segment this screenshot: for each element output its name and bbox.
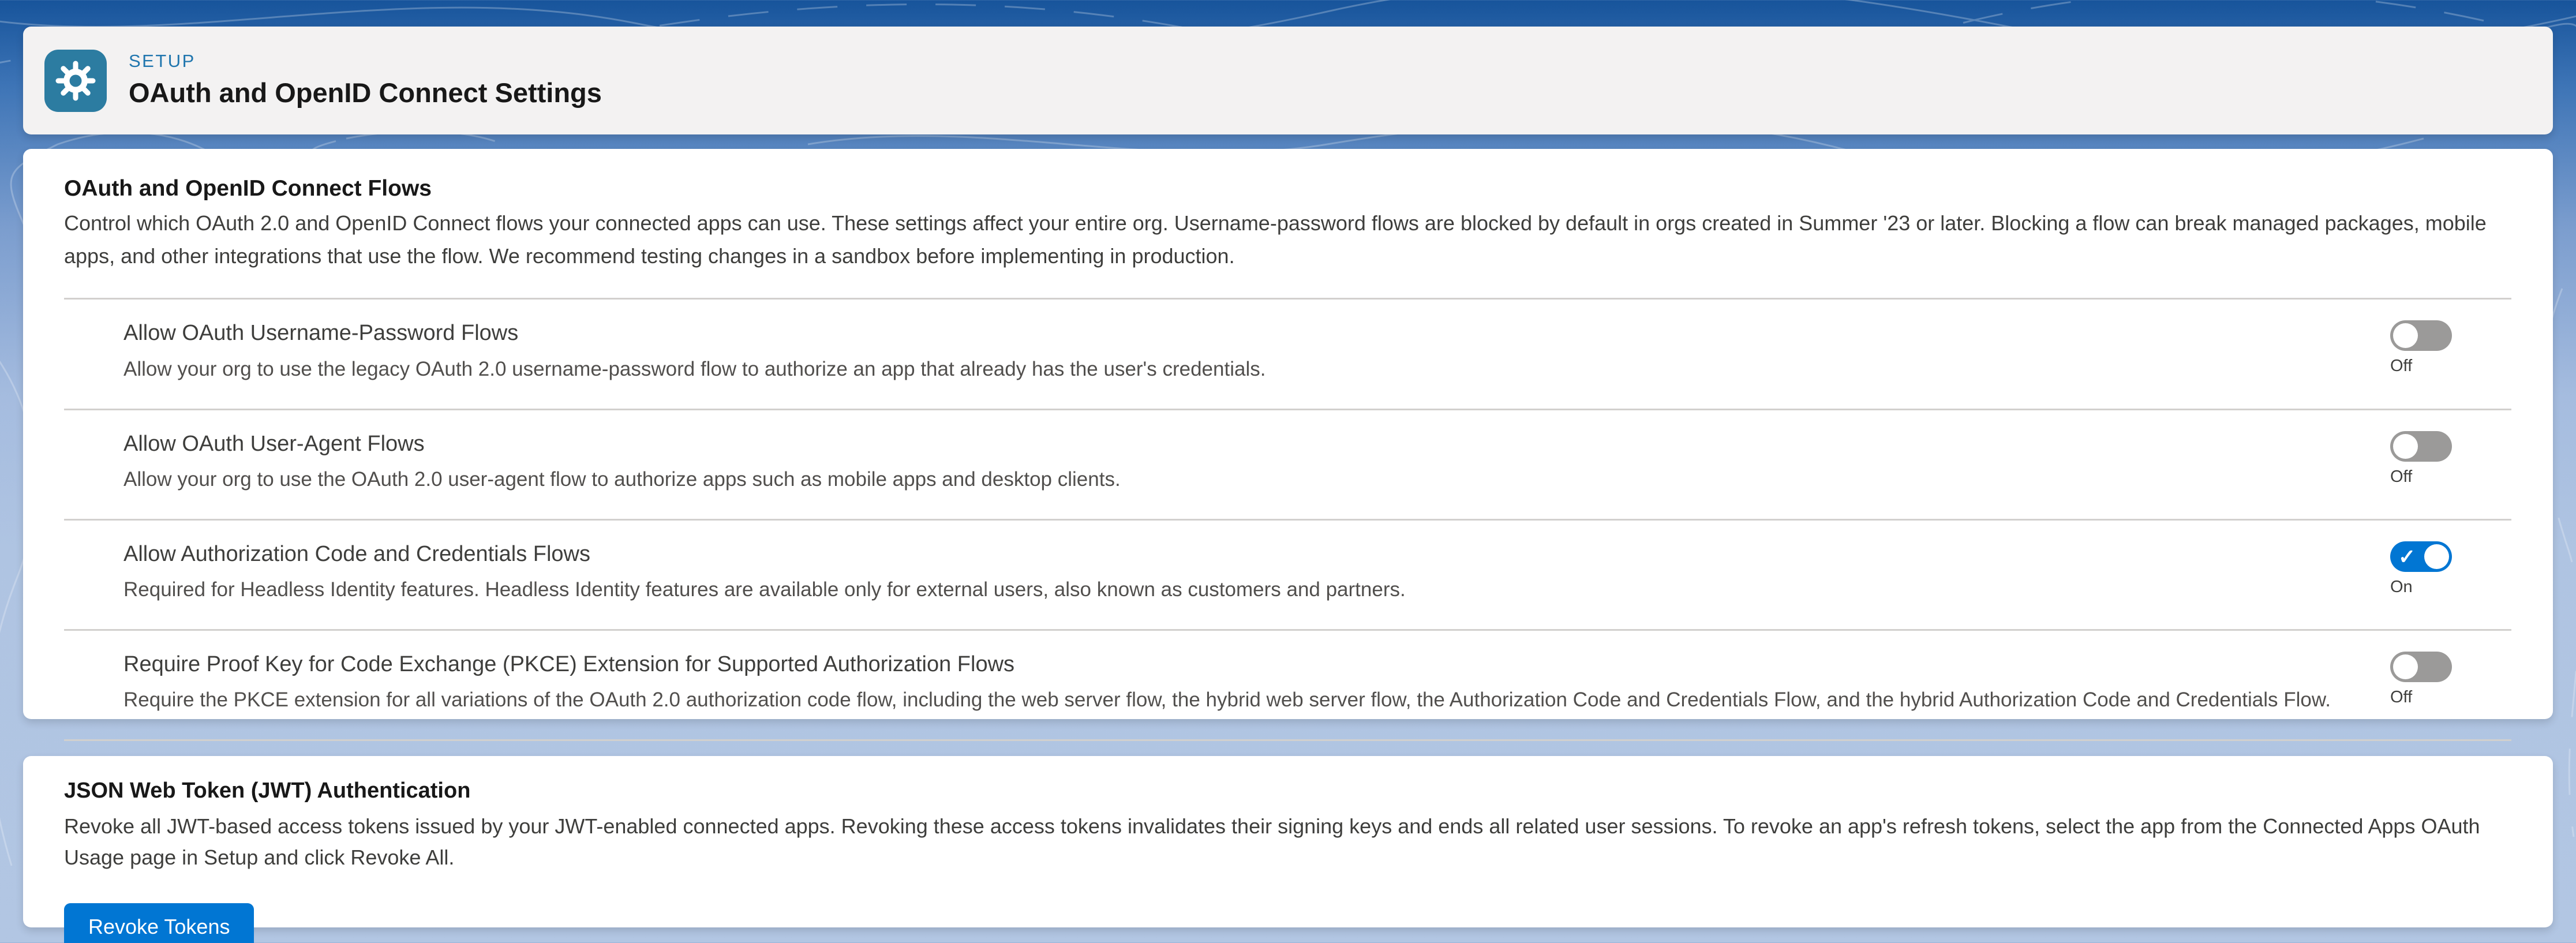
toggle-knob [2393, 323, 2418, 348]
page-title: OAuth and OpenID Connect Settings [129, 77, 602, 108]
setting-label: Require Proof Key for Code Exchange (PKCE) Extension for Supported Authorization Flows [123, 652, 1015, 676]
jwt-section-heading: JSON Web Token (JWT) Authentication [64, 779, 471, 803]
setting-label: Allow Authorization Code and Credentials Flows [123, 541, 590, 566]
user-agent-flows-toggle[interactable] [2390, 431, 2452, 462]
flows-section-heading: OAuth and OpenID Connect Flows [64, 176, 432, 201]
revoke-tokens-button[interactable]: Revoke Tokens [64, 903, 254, 943]
setting-description: Require the PKCE extension for all variations of the OAuth 2.0 authorization code flow, including the web server flow, the hybrid web server flow, the Authorization Code and Credentials Flow, and the hybrid Authorization Code and Credentials Flow. [123, 688, 2331, 712]
toggle-state-label: Off [2390, 357, 2413, 376]
auth-code-credentials-flows-toggle[interactable] [2390, 541, 2452, 572]
jwt-authentication-card [23, 756, 2553, 939]
toggle-knob [2393, 434, 2418, 459]
setting-row-auth-code-credentials-flows [64, 519, 2511, 629]
toggle-state-label: On [2390, 577, 2413, 596]
username-password-flows-toggle[interactable] [2390, 320, 2452, 351]
check-icon: ✓ [2398, 544, 2416, 568]
toggle-state-label: Off [2390, 687, 2413, 706]
require-pkce-toggle[interactable] [2390, 652, 2452, 682]
setting-description: Allow your org to use the OAuth 2.0 user-agent flow to authorize apps such as mobile apps and desktop clients. [123, 467, 1121, 491]
toggle-knob [2424, 544, 2449, 569]
setting-description: Required for Headless Identity features. Headless Identity features are available only for external users, also known as customers and partners. [123, 578, 1406, 601]
setting-label: Allow OAuth Username-Password Flows [123, 321, 519, 346]
flows-section-description: Control which OAuth 2.0 and OpenID Connect flows your connected apps can use. These settings affect your entire org. Username-password flows are blocked by default in orgs created in Summer '23 or later. Blocking a flow can break managed packages, mobile apps, and other integrations that use the flow. We recommend testing changes in a sandbox before implementing in production. [64, 211, 2487, 268]
settings-list [64, 298, 2511, 741]
setting-row-username-password-flows [64, 298, 2511, 408]
setup-eyebrow-label: SETUP [129, 51, 196, 72]
page-header [23, 27, 2553, 134]
setup-gear-icon [44, 50, 107, 112]
toggle-state-label: Off [2390, 467, 2413, 486]
jwt-section-description: Revoke all JWT-based access tokens issued by your JWT-enabled connected apps. Revoking these access tokens invalidates their signing keys and ends all related user sessions. To revoke an app's refresh tokens, select the app from the Connected Apps OAuth Usage page in Setup and click Revoke All. [64, 814, 2480, 870]
setting-row-user-agent-flows [64, 409, 2511, 519]
setting-label: Allow OAuth User-Agent Flows [123, 431, 425, 456]
toggle-knob [2393, 654, 2418, 679]
oauth-flows-card [23, 149, 2553, 719]
setting-description: Allow your org to use the legacy OAuth 2.0 username-password flow to authorize an app that already has the user's credentials. [123, 357, 1266, 380]
setting-row-require-pkce [64, 629, 2511, 739]
